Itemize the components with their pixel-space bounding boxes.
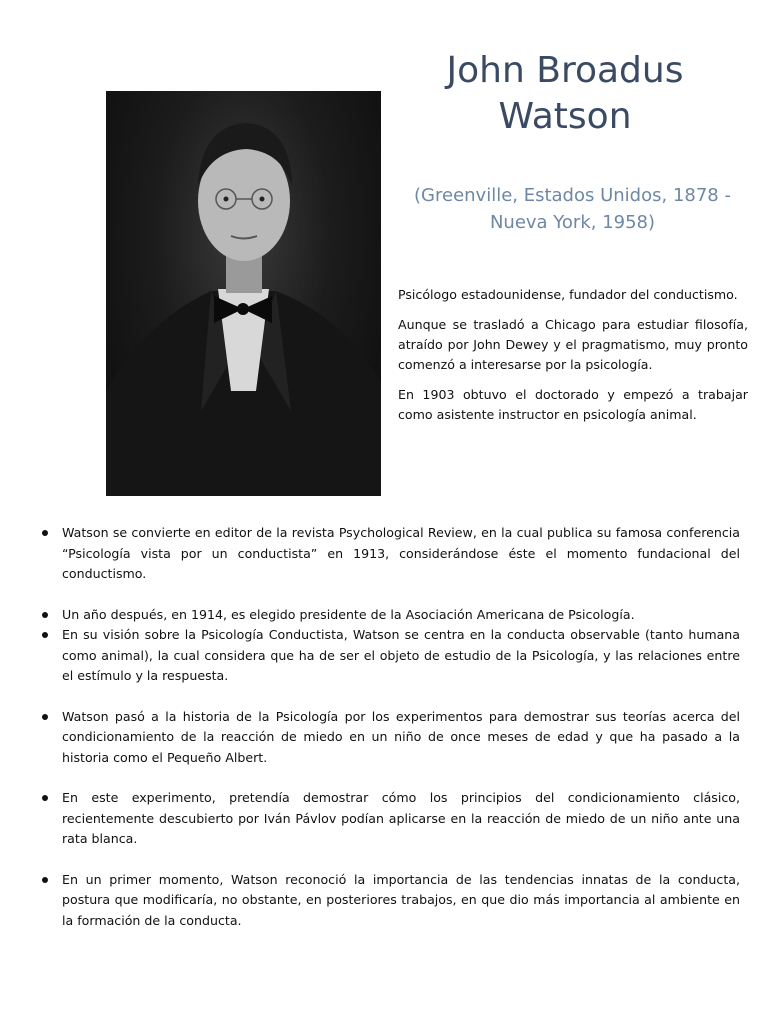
intro-paragraph: Psicólogo estadounidense, fundador del conductismo. (398, 287, 738, 302)
list-item: En su visión sobre la Psicología Conductista, Watson se centra en la conducta observable (tanto humana como animal), la cual considera que ha de ser el objeto de estudio de la Psicología, y las relaciones entre el estímulo y la respuesta. (62, 625, 740, 687)
page-title (400, 48, 730, 140)
subtitle-line-2: Nueva York, 1958) (489, 212, 656, 233)
intro-paragraph: Aunque se trasladó a Chicago para estudiar filosofía, atraído por John Dewey y el pragmatismo, muy pronto comenzó a interesarse por la psicología. (398, 317, 748, 372)
portrait-photo (106, 91, 381, 496)
list-item: Un año después, en 1914, es elegido presidente de la Asociación Americana de Psicología. (62, 605, 740, 626)
list-item: En un primer momento, Watson reconoció la importancia de las tendencias innatas de la conducta, postura que modificaría, no obstante, en posteriores trabajos, en que dio más importancia al ambiente en la formación de la conducta. (62, 870, 740, 932)
intro-paragraph: En 1903 obtuvo el doctorado y empezó a trabajar como asistente instructor en psicología animal. (398, 387, 748, 422)
subtitle-line-1: (Greenville, Estados Unidos, 1878 - (414, 185, 731, 206)
facts-list (0, 523, 740, 931)
list-item: En este experimento, pretendía demostrar cómo los principios del condicionamiento clásico, recientemente descubierto por Iván Pávlov podían aplicarse en la reacción de miedo de un niño ante una rata blanca. (62, 788, 740, 850)
title-line-2: Watson (498, 96, 632, 137)
subtitle (400, 182, 745, 236)
title-line-1: John Broadus (446, 50, 684, 91)
portrait-illustration (106, 91, 381, 496)
list-item: Watson pasó a la historia de la Psicología por los experimentos para demostrar sus teorías acerca del condicionamiento de la reacción de miedo en un niño de once meses de edad y que ha pasado a la historia como el Pequeño Albert. (62, 707, 740, 769)
list-item: Watson se convierte en editor de la revista Psychological Review, en la cual publica su famosa conferencia “Psicología vista por un conductista” en 1913, considerándose éste el momento fundacional del conductismo. (62, 523, 740, 585)
intro-section (398, 285, 748, 435)
